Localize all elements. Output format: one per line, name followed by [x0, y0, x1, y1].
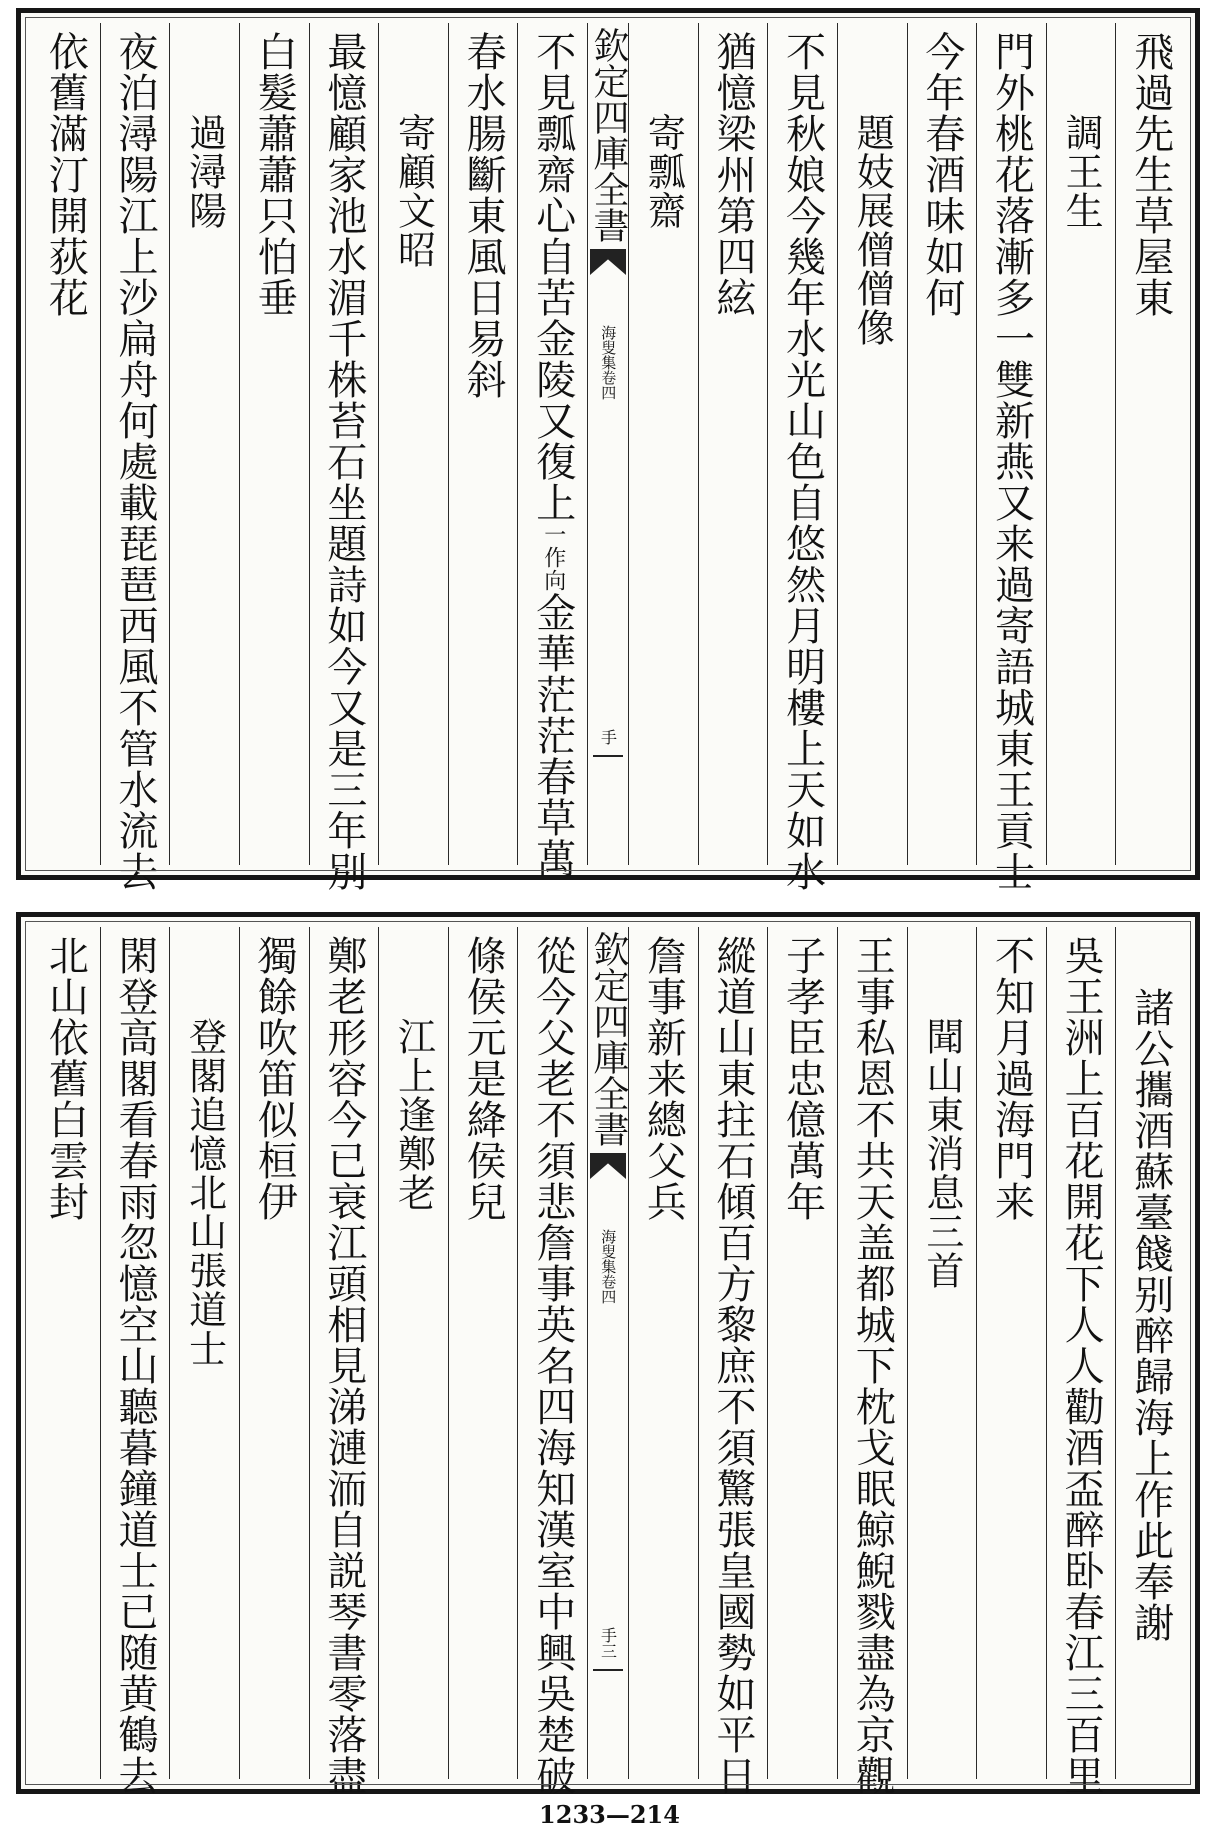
text-column	[169, 23, 239, 865]
text-column	[837, 23, 907, 865]
verse-line: 夜泊潯陽江上沙扁舟何處載琵琶西風不管水流去	[111, 31, 158, 892]
fishtail-mark-icon	[590, 1153, 626, 1179]
verse-line: 條侯元是絳侯兒	[460, 935, 507, 1222]
text-column	[767, 927, 837, 1779]
text-column	[1115, 927, 1185, 1779]
text-column	[1046, 23, 1116, 865]
verse-line: 今年春酒味如何	[918, 31, 965, 318]
verse-line: 北山依舊白雲封	[42, 935, 89, 1222]
divider	[593, 755, 623, 757]
text-column	[907, 927, 977, 1779]
folio-number: 手三	[598, 1627, 618, 1659]
page-center-margin	[587, 23, 628, 865]
verse-line: 獨餘吹笛似桓伊	[251, 935, 298, 1222]
verse-line: 從今父老不須悲詹事英名四海知漢室中興吳楚破	[529, 935, 576, 1796]
bottom-page-columns	[31, 927, 1185, 1796]
verse-line: 不見秋娘今幾年水光山色自悠然月明樓上天如水	[779, 31, 826, 892]
text-column	[448, 927, 518, 1779]
collection-volume	[600, 1229, 617, 1304]
text-column	[1046, 927, 1116, 1796]
poem-title: 諸公攜酒蘇臺餞别醉歸海上作此奉謝	[1127, 987, 1174, 1643]
text-column	[767, 23, 837, 892]
text-column	[239, 927, 309, 1779]
verse-text: 金華茫茫春草萬	[529, 592, 576, 879]
volume-label: 卷四	[599, 1274, 618, 1304]
text-column	[976, 927, 1046, 1779]
verse-line: 子孝臣忠億萬年	[779, 935, 826, 1222]
text-column	[1115, 23, 1185, 865]
verse-line: 門外桃花落漸多一雙新燕又来過寄語城東王貢士	[988, 31, 1035, 892]
text-column	[31, 23, 100, 865]
text-column	[837, 927, 907, 1796]
collection-name: 海叟集	[599, 1229, 618, 1274]
text-column	[698, 23, 768, 865]
collection-volume	[600, 325, 617, 400]
page-footer-number: 1233—214	[539, 1800, 680, 1829]
poem-title: 過潯陽	[182, 113, 227, 230]
variant-note: 一作向	[540, 523, 566, 592]
verse-line: 閑登高閣看春雨忽憶空山聽暮鐘道士已随黄鶴去	[111, 935, 158, 1796]
verse-line: 春水腸斷東風日易斜	[460, 31, 507, 400]
collection-name: 海叟集	[599, 325, 618, 370]
verse-text: 不見瓢齋心自苦金陵又復上	[529, 31, 576, 523]
bottom-page	[16, 912, 1200, 1794]
verse-line: 吳王洲上百花開花下人人勸酒盃醉卧春江三百里	[1058, 935, 1105, 1796]
text-column	[976, 23, 1046, 892]
text-column	[309, 23, 379, 892]
top-page	[16, 8, 1200, 892]
text-column	[378, 23, 448, 865]
fishtail-mark-icon	[590, 249, 626, 275]
poem-title: 登閣追憶北山張道士	[182, 1017, 227, 1368]
verse-line: 白髮蕭蕭只怕垂	[251, 31, 298, 318]
text-column	[378, 927, 448, 1779]
text-column	[100, 927, 170, 1796]
book-header: 欽定四庫全書	[588, 27, 629, 243]
text-column	[169, 927, 239, 1779]
text-column	[517, 927, 587, 1796]
volume-label: 卷四	[599, 370, 618, 400]
verse-line: 最憶顧家池水湄千株苔石坐題詩如今又是三年別	[320, 31, 367, 892]
verse-line: 依舊滿汀開荻花	[42, 31, 89, 318]
text-column	[517, 23, 587, 879]
text-column	[239, 23, 309, 865]
verse-line: 縱道山東拄石傾百方黎庶不須驚張皇國勢如平日	[709, 935, 756, 1796]
text-column	[100, 23, 170, 892]
poem-title: 聞山東消息三首	[919, 1017, 964, 1290]
folio-number: 手	[598, 729, 618, 745]
text-column	[628, 927, 698, 1779]
text-column	[448, 23, 518, 865]
poem-title: 寄瓢齋	[641, 113, 686, 230]
verse-line: 鄭老形容今已衰江頭相見涕漣洏自説琴書零落盡	[320, 935, 367, 1796]
text-column	[907, 23, 977, 865]
poem-title: 調王生	[1059, 113, 1104, 230]
text-column	[628, 23, 698, 865]
book-header: 欽定四庫全書	[588, 931, 629, 1147]
verse-line: 王事私恩不共天盖都城下枕戈眠鯨鯢戮盡為京觀	[849, 935, 896, 1796]
text-column	[309, 927, 379, 1796]
poem-title: 寄顧文昭	[391, 113, 436, 269]
poem-title: 題妓展僧僧像	[850, 113, 895, 347]
text-column	[31, 927, 100, 1779]
verse-line: 不知月過海門来	[988, 935, 1035, 1222]
verse-line	[529, 23, 576, 879]
poem-title: 江上逢鄭老	[391, 1017, 436, 1212]
top-page-columns	[31, 23, 1185, 892]
page-center-margin	[587, 927, 628, 1779]
divider	[593, 1669, 623, 1671]
text-column	[698, 927, 768, 1796]
verse-line: 詹事新来總父兵	[640, 935, 687, 1222]
verse-line: 猶憶梁州第四絃	[709, 31, 756, 318]
verse-line: 飛過先生草屋東	[1127, 31, 1174, 318]
